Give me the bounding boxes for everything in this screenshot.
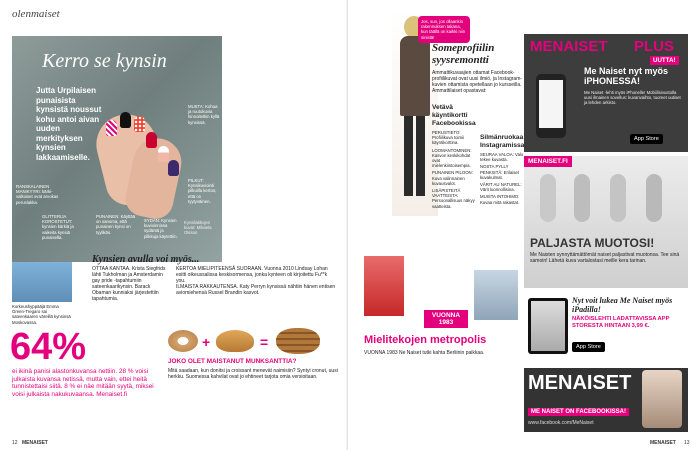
some-title: Someprofiilin syysremontti — [432, 42, 495, 66]
ipad-title: Nyt voit lukea Me Naiset myös iPadilla! — [572, 296, 673, 314]
fb-item: PUNAINEN PILOON: Kuva valinnainen kuvausvalot. — [432, 170, 473, 186]
body-silhouette — [610, 174, 626, 222]
cronut-image — [276, 328, 320, 354]
donut-question: JOKO OLET MAISTANUT MUNKSANTTIA? — [168, 358, 297, 365]
caption-black: MUSTA: Kohua ja ruutukuvia hinnoiteltiin kyllä kynsissä. — [188, 104, 220, 125]
plus-brand: MENAISET — [530, 38, 608, 55]
paljasta-heading: PALJASTA MUOTOSI! — [530, 236, 655, 250]
nail-art — [158, 146, 169, 162]
fb-item: PERUSTIETO: Profiilikuva toimii käyntikorttina. — [432, 130, 464, 146]
column-2: KERTOA MIELIPITEENSÄ SUORAAN. Vuonna 2010 Lindsay Lohan esitti oikeussalissa keskisormensa, jonka kynteen oli kirjoitettu Fu**k you. — [176, 266, 328, 284]
caption-heart: SYDÄN: Kynsien kuvioinnissa sydäntä ja pilkkuja käytettiin. — [144, 218, 178, 239]
page-number-right: 13 — [684, 440, 690, 446]
berlin-book-image — [474, 270, 518, 320]
nail-art — [120, 112, 131, 128]
ipad-image — [528, 298, 568, 354]
donut-image — [168, 330, 198, 352]
appstore-button[interactable]: App Store — [630, 134, 663, 144]
nail-feature-image — [12, 36, 222, 262]
celebrity-caption: Korkeushyppääjä Emma Green-Tregaro sai sateenkaaren väreillä kynsinsä Moskovassa. — [12, 304, 71, 325]
caption-red: PUNAINEN: Käyttää on sanoma, että punainen kynsi on tyylikäs. — [96, 214, 136, 235]
celebrity-photo — [12, 262, 72, 302]
fb-tagline: ME NAISET ON FACEBOOKISSA! — [528, 408, 629, 416]
nail-art — [106, 120, 117, 136]
fb-item: LOOMANTOMINEN: Kasvon keskikohdat ovat mielenkiintoisempia. — [432, 147, 472, 169]
right-page — [348, 0, 696, 450]
plus-ad[interactable] — [524, 34, 688, 152]
caption-french-manicure: RANSKALAINEN MANIKYYRI: kärki-valkoiset ovat arvokas peruslakka. — [16, 184, 59, 205]
facebook-ad[interactable] — [524, 368, 688, 432]
nail-art — [146, 132, 157, 148]
site-label: MENAISET.FI — [524, 156, 572, 167]
ipad-ad[interactable] — [524, 292, 688, 364]
some-lead: Ammattikuvaajien ottamat Facebook-profiilikuvat ovat uusi ilmiö, ja Instagram-kuvien ottamista opetellaan jo kursseilla. Ammattilaiset opastavat: — [432, 70, 523, 94]
nail-art — [134, 116, 145, 132]
ig-item: SEURAA VALOA: Valo tekee kuvasta. — [480, 152, 524, 163]
body-silhouette — [540, 174, 556, 222]
plus-sign: + — [202, 334, 211, 350]
plus-text: Me Naiset -lehti myös iPhonelle! Mobiilisivustolla uusi ilmainen sovellus: kuvanvaihto, tuoreet uutiset ja lehden arkisto. — [584, 90, 681, 106]
section-label: olenmaiset — [12, 8, 60, 20]
ig-list — [480, 152, 524, 205]
ipad-text: NÄKÖISLEHTI LADATTAVISSA APP STORESTA HINTAAN 3,99 €. — [572, 316, 670, 329]
voices-heading: Kynsien avulla voi myös... — [92, 254, 200, 265]
stat-text: ei ikinä panisi alastonkuvansa nettiin. 28 % voisi julkaista kuvansa netissä, mutta vain, ettei heitä tunnistettaisi siitä. 8 % ei näe mitään syytä, miksei voisi julkaista nakukuvaansa. Menaiset.fi — [12, 368, 154, 398]
ig-heading: Silmänruokaa Instagramissa — [480, 134, 525, 149]
year-badge: VUONNA 1983 — [424, 310, 468, 328]
fb-list — [432, 130, 476, 209]
caption-glitter: GLITTERIJA KOROSTETUT: kynsien kärkiä ja vaikeita kynsiä punaisella. — [42, 214, 74, 240]
metropolis-caption: VUONNA 1983 Ne Naiset tutki kahta Berliinin paikkaa. — [364, 350, 485, 356]
ig-item: NOSTA PYLLY PENKISTÄ: Erilaiset kuvakulmat. — [480, 164, 519, 180]
equals-sign: = — [260, 334, 269, 350]
plus-word: PLUS — [634, 38, 675, 55]
croissant-image — [216, 330, 254, 352]
ig-item: VÄRIT AU NATUREL: Värit luonnollisina. — [480, 182, 522, 193]
fb-item: LISÄPISTEITÄ VAATTEISTA: Persoonallisuus näkyy vaatteista. — [432, 188, 475, 209]
iphone-image — [536, 74, 566, 138]
donut-text: Mitä saadaan, kun donitsi ja croissant menevät naimisiin? Syntyi cronut, uusi herkku. Suomessa kahvilat ovat jo ehtineet tarjota omia versioitaan. — [168, 368, 338, 380]
feature-title: Kerro se kynsin — [42, 50, 167, 72]
big-stat: 64% — [10, 326, 87, 368]
fb-heading: Vetävä käyntikortti Facebookissa — [432, 104, 476, 127]
metropolis-title: Mielitekojen metropolis — [364, 334, 487, 346]
feature-intro: Jutta Urpilaisen punaisista kynsistä noussut kohu antoi aivan uuden merkityksen kynsien lakkaamiselle. — [36, 86, 102, 162]
column-1: OTTAA KANTAA. Krista Siegfrids lähti Tukholman ja Amsterdamin gay pride -tapahtumiin sateenkaarikynsin. Barack Obaman kunniaksi järjestettiin tapahtumia. — [92, 266, 166, 302]
body-silhouette — [646, 174, 662, 222]
paljasta-ad[interactable] — [524, 156, 688, 288]
footer-brand-left: MENAISET — [22, 440, 48, 446]
body-silhouette — [574, 174, 590, 222]
ig-item: MUISTA INTOHIMO: Kuvaa mitä rakastat. — [480, 194, 520, 205]
page-number-left: 12 — [12, 440, 18, 446]
column-2b: ILMAISTA RAKKAUTENSA. Katy Perryn kynsissä nähtiin hänen entisen aviomiehensä Russel Brandin kasvot. — [176, 284, 336, 296]
paljasta-text: Me Naisten synnyttämättömät naiset paljastivat muotonsa. Tee sinä samoin! Lähetä kuva vartalostasi meille kera tarinan. — [530, 252, 680, 264]
caption-dots: PILKUT: Kynsikuviointi pilkuilla kertoo, että on tyytyväinen. — [188, 178, 217, 204]
fb-url[interactable]: www.facebook.com/MeNaiset — [528, 420, 594, 426]
footer-brand-right: MENAISET — [650, 440, 676, 446]
quote-bubble: Jos, sun, jos ollaankin rakennuksen takana, kun täällä on kaikki niin sinistä! — [418, 16, 470, 43]
fb-brand: MENAISET — [528, 372, 632, 394]
new-tag: UUTTA! — [650, 56, 679, 65]
model-photo — [642, 370, 682, 428]
magazine-cover-image — [364, 256, 404, 316]
nail-art — [168, 160, 179, 176]
appstore-button[interactable]: App Store — [572, 342, 605, 352]
plus-headline: Me Naiset nyt myös iPHONESSA! — [584, 66, 669, 86]
photo-credit: Kynsilakkojen kuvat: Mikaela Olsson — [184, 220, 212, 236]
